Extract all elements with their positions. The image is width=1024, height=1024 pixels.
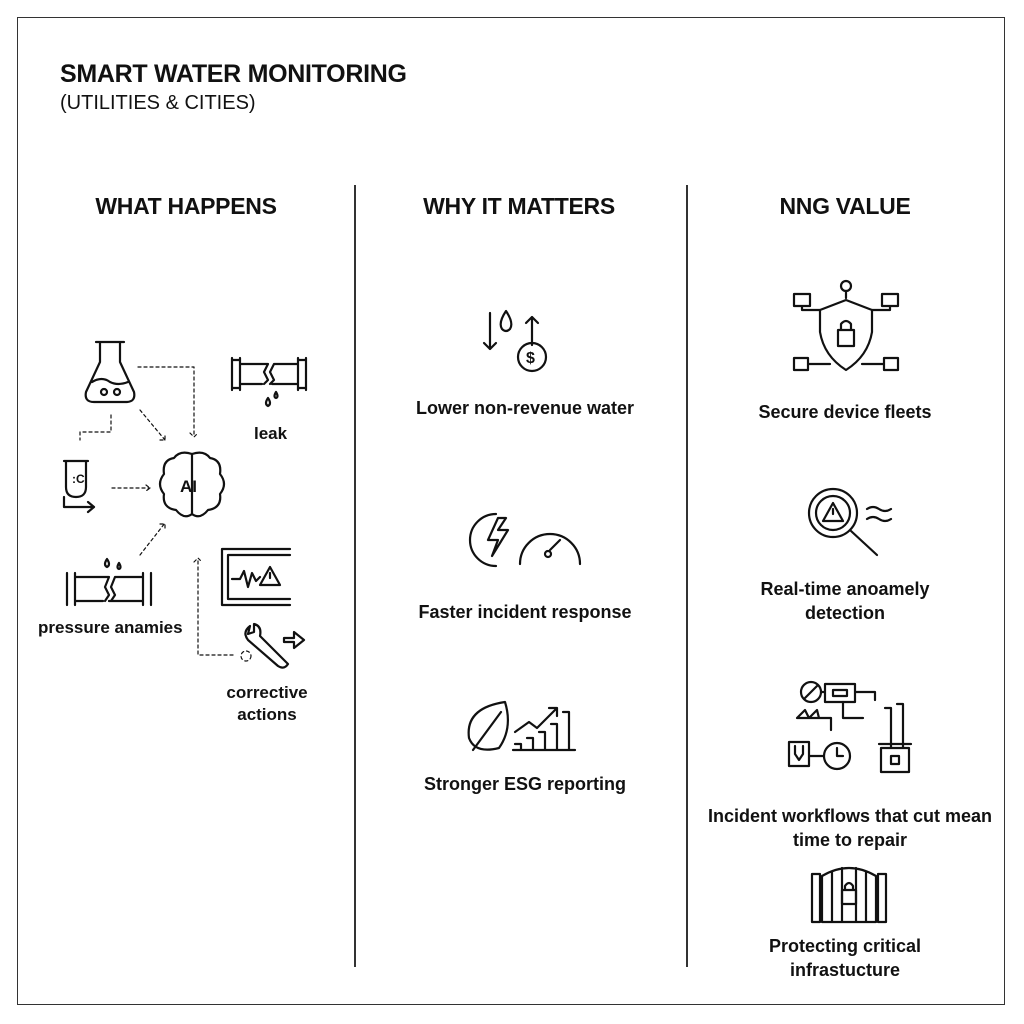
svg-text::C: :C xyxy=(72,472,85,486)
label-secure-fleets: Secure device fleets xyxy=(758,402,932,422)
burst-pipe-icon xyxy=(65,555,153,607)
test-tube-icon xyxy=(60,445,105,515)
locked-gate-icon xyxy=(810,866,890,924)
leaking-pipe-icon xyxy=(232,358,312,418)
column-divider xyxy=(354,185,356,967)
label-pressure-anomalies: pressure anamies xyxy=(38,618,183,637)
brain-icon xyxy=(160,450,224,522)
speed-response-icon xyxy=(468,510,583,570)
secure-network-icon xyxy=(790,280,902,372)
label-stronger-esg: Stronger ESG reporting xyxy=(423,774,627,794)
ai-label: AI xyxy=(180,477,197,496)
column-divider xyxy=(686,185,688,967)
heading-why-it-matters: WHY IT MATTERS xyxy=(423,193,615,219)
label-leak: leak xyxy=(254,424,288,443)
flask-icon xyxy=(82,340,138,410)
label-protecting-infrastructure: Protecting critical infrastucture xyxy=(768,936,922,980)
label-faster-response: Faster incident response xyxy=(418,602,632,622)
flow-arrows xyxy=(0,0,1,1)
water-money-icon xyxy=(480,305,555,375)
heading-what-happens: WHAT HAPPENS xyxy=(95,193,277,219)
label-lower-nrw: Lower non-revenue water xyxy=(415,398,635,418)
incident-workflow-icon xyxy=(785,680,925,775)
label-incident-workflows: Incident workflows that cut mean time to repair xyxy=(707,806,993,850)
wrench-arrow-icon xyxy=(240,622,306,670)
heading-nng-value: NNG VALUE xyxy=(779,193,911,219)
page-title: SMART WATER MONITORING xyxy=(60,60,407,88)
label-anomaly-detection: Real-time anoamely detection xyxy=(760,579,930,623)
monitor-alert-icon xyxy=(218,547,293,607)
magnifier-alert-icon xyxy=(805,485,895,560)
dollar-symbol: $ xyxy=(526,350,535,367)
label-corrective-actions: corrective actions xyxy=(226,683,308,724)
leaf-growth-icon xyxy=(465,698,580,756)
page-subtitle: (UTILITIES & CITIES) xyxy=(60,92,256,114)
